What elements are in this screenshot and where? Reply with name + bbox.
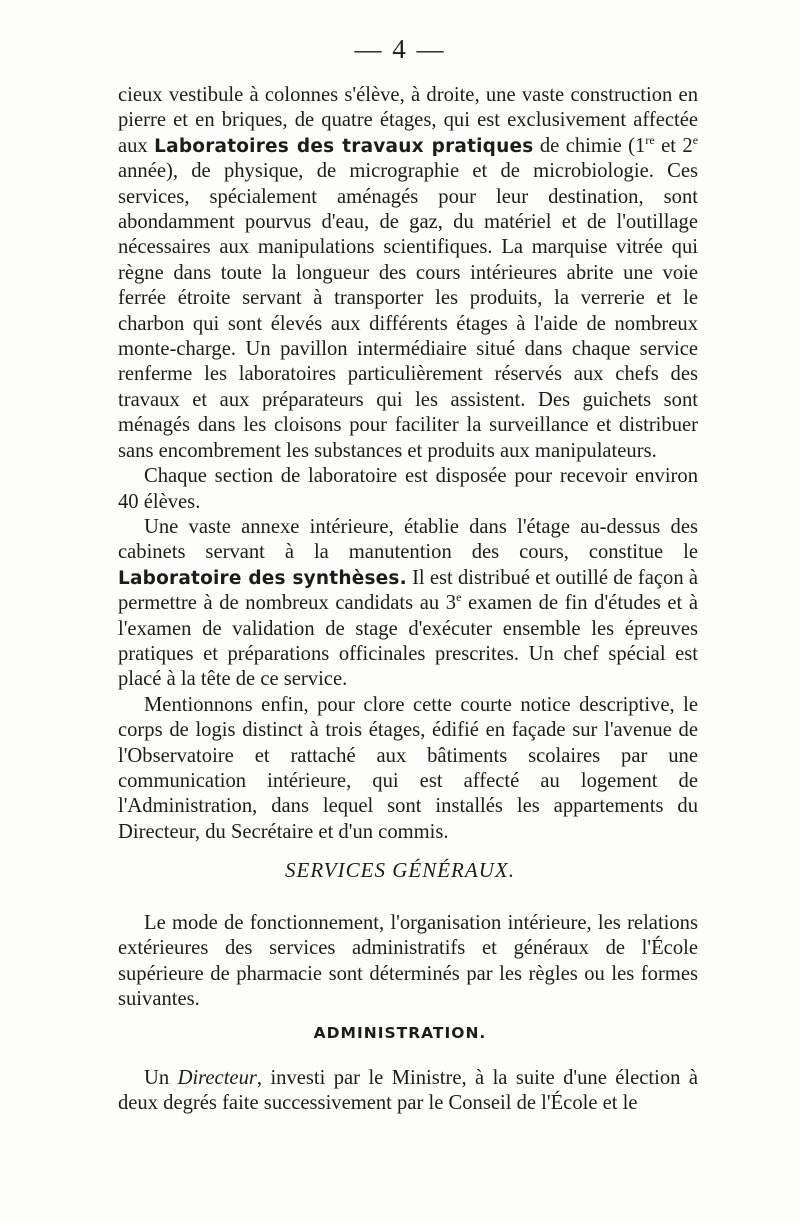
paragraph-director	[118, 1066, 698, 1117]
text-run: de chimie (1	[533, 134, 646, 157]
text-run: examen de fin d'études et à l'examen de validation de stage d'exécuter ensemble les épreuves pratiques et préparations officinales prescrites. Un chef spécial est placé à la tête de ce service.	[118, 592, 698, 691]
superscript: e	[692, 132, 699, 147]
emphasis-laboratoires: Laboratoires des travaux pratiques	[154, 135, 534, 157]
text-run: et 2	[654, 134, 693, 157]
text-run: Une vaste annexe intérieure, établie dans l'étage au-dessus des cabinets servant à la manutention des cours, constitue le	[118, 515, 698, 564]
paragraph-laboratories	[118, 83, 698, 464]
body-text-block	[118, 83, 698, 845]
paragraph-functioning: Le mode de fonctionnement, l'organisation intérieure, les relations extérieures des services administratifs et généraux de l'École supérieure de pharmacie sont déterminés par les règles ou les formes suivantes.	[118, 912, 698, 1011]
text-run: Un	[144, 1067, 178, 1089]
text-run: Il est distribué et outillé de façon à permettre à de nombreux candidats au 3	[118, 566, 698, 615]
paragraph-syntheses	[118, 515, 698, 693]
italic-directeur: Directeur	[177, 1067, 257, 1089]
paragraph-capacity: Chaque section de laboratoire est disposée pour recevoir environ 40 élèves.	[118, 465, 698, 513]
page-number: — 4 —	[354, 34, 446, 64]
paragraph-director-block	[118, 1066, 698, 1117]
text-run: cieux vestibule à colonnes s'élève, à droite, une vaste construction en pierre et en briques, de quatre étages, qui est exclusivement affectée aux	[118, 84, 698, 157]
text-run: , investi par le Ministre, à la suite d'une élection à deux degrés faite successivement par le Conseil de l'École et le	[118, 1067, 698, 1115]
paragraph-functioning-block	[118, 911, 698, 1013]
section-heading-administration: ADMINISTRATION.	[313, 1024, 487, 1042]
superscript: e	[456, 590, 462, 605]
section-heading-services-generaux: SERVICES GÉNÉRAUX.	[285, 858, 515, 882]
text-run: année), de physique, de micrographie et de microbiologie. Ces services, spécialement aménagés pour leur destination, sont abondamment pourvus d'eau, de gaz, du matériel et de l'outillage nécessaires aux manipulations scientifiques. La marquise vitrée qui règne dans toute la longueur des cours intérieures abrite une voie ferrée étroite servant à transporter les produits, la verrerie et le charbon qui sont élevés aux différents étages à l'aide de nombreux monte-charge. Un pavillon intermédiaire situé dans chaque service renferme les laboratoires particulièrement réservés aux chefs des travaux et aux préparateurs qui les assistent. Des guichets sont ménagés dans les cloisons pour faciliter la surveillance et distribuer sans encombrement les substances et produits aux manipulateurs.	[118, 160, 698, 462]
emphasis-syntheses: Laboratoire des synthèses.	[118, 567, 407, 589]
paragraph-administration-building: Mentionnons enfin, pour clore cette courte notice descriptive, le corps de logis distinct à trois étages, édifié en façade sur l'avenue de l'Observatoire et rattaché aux bâtiments scolaires par une communication intérieure, qui est affecté au logement de l'Administration, dans lequel sont installés les appartements du Directeur, du Secrétaire et d'un commis.	[118, 693, 698, 843]
superscript: re	[645, 132, 655, 147]
